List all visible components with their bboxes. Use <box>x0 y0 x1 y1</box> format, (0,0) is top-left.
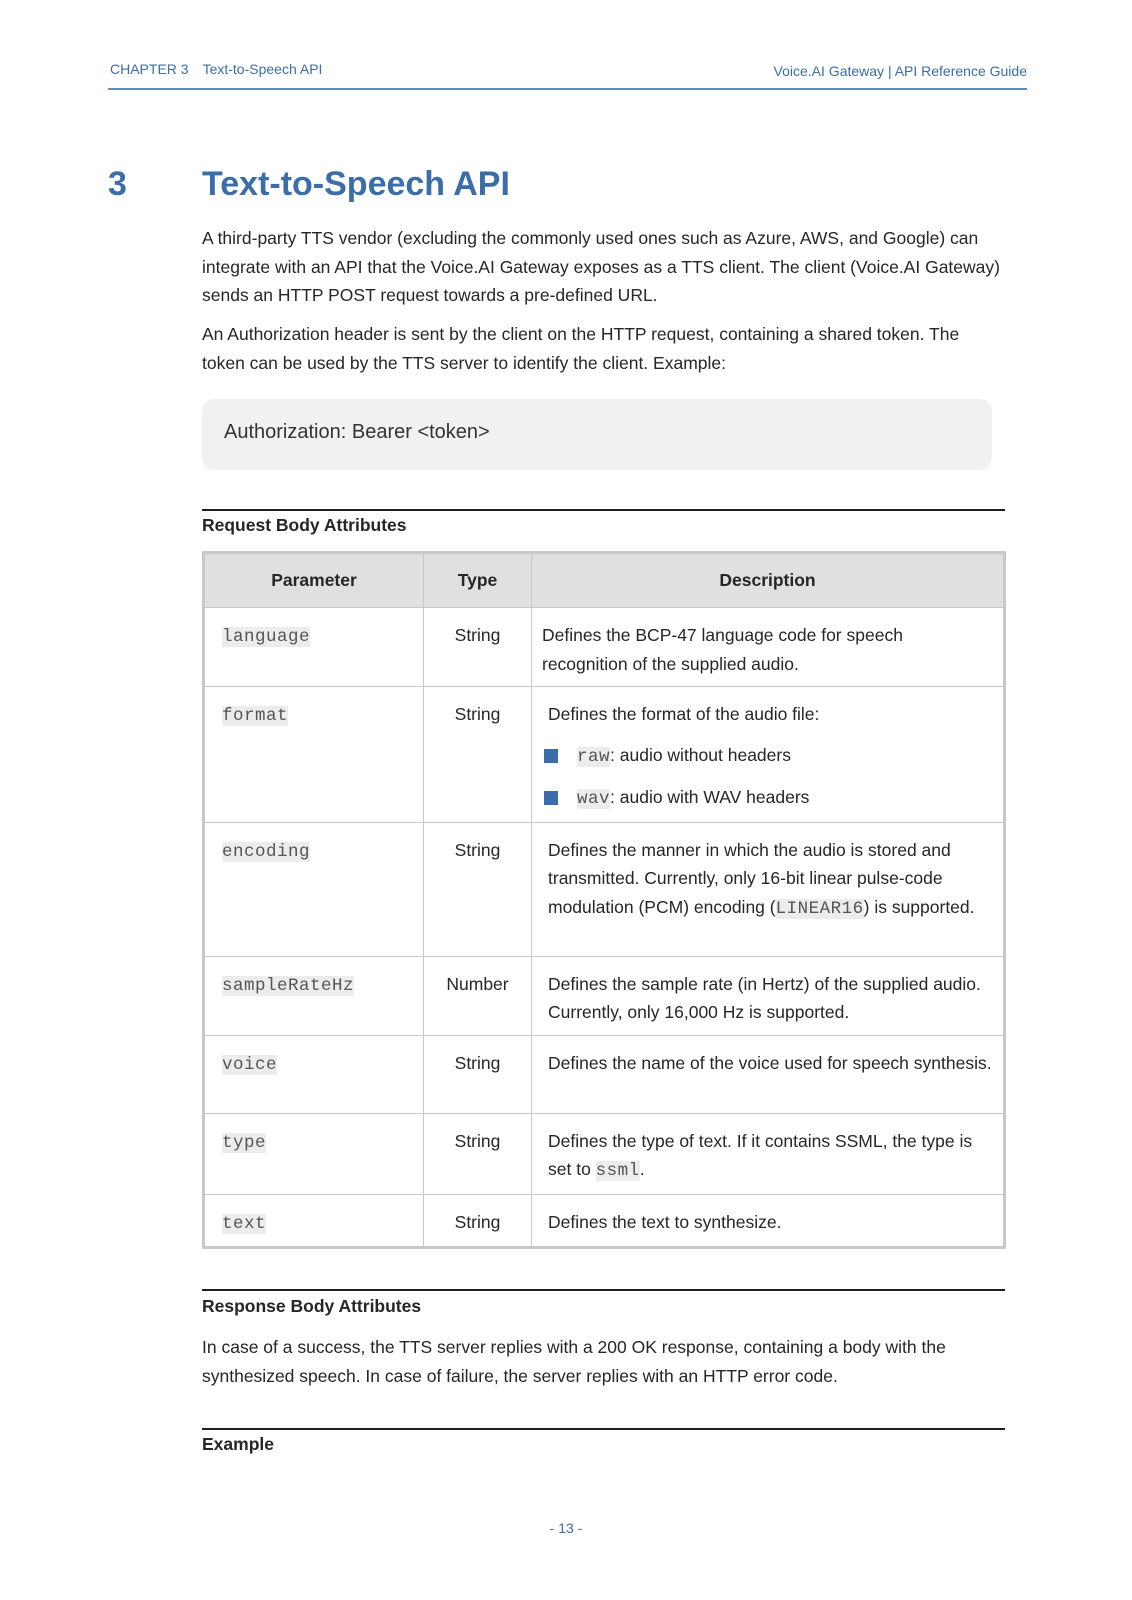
bullet-code: raw <box>577 746 611 767</box>
param-type: String <box>424 687 532 823</box>
param-name: voice <box>222 1054 278 1075</box>
col-header-description: Description <box>532 553 1005 608</box>
param-type: String <box>424 1194 532 1248</box>
intro-text-1: A third-party TTS vendor (excluding the commonly used ones such as Azure, AWS, and Google) can integrate with an API that the Voice.AI Gateway exposes as a TTS client. The client (Voice.AI Gateway) sends an HTTP POST request towards a pre-defined URL. <box>202 228 1000 305</box>
example-section-rule <box>202 1428 1005 1430</box>
list-item <box>548 783 993 814</box>
chapter-number: 3 <box>108 165 127 203</box>
table-row <box>204 1194 1005 1248</box>
chapter-label: CHAPTER 3 <box>110 61 189 77</box>
table-row <box>204 1113 1005 1194</box>
param-name: type <box>222 1132 267 1153</box>
request-attributes-table <box>202 551 1006 1249</box>
bullet-square-icon <box>544 791 558 805</box>
col-header-type: Type <box>424 553 532 608</box>
param-description: Defines the sample rate (in Hertz) of the supplied audio. Currently, only 16,000 Hz is supported. <box>532 956 1005 1035</box>
bullet-text: : audio with WAV headers <box>610 787 810 807</box>
bullet-square-icon <box>544 749 558 763</box>
param-type: String <box>424 1113 532 1194</box>
list-item <box>548 741 993 772</box>
col-header-parameter: Parameter <box>204 553 424 608</box>
running-header-chapter <box>110 61 322 77</box>
param-description: Defines the text to synthesize. <box>532 1194 1005 1248</box>
response-section-title: Response Body Attributes <box>202 1296 422 1316</box>
intro-text-2: An Authorization header is sent by the client on the HTTP request, containing a shared token. The token can be used by the TTS server to identify the client. Example: <box>202 324 960 373</box>
param-type: String <box>424 1035 532 1113</box>
table-row <box>204 822 1005 956</box>
bullet-code: wav <box>577 789 611 809</box>
desc-code: LINEAR16 <box>775 898 864 919</box>
example-section-title: Example <box>202 1434 274 1454</box>
intro-paragraph-2 <box>202 320 1005 377</box>
intro-paragraph-1 <box>202 224 1005 310</box>
table-header-row <box>204 553 1005 608</box>
bullet-text: : audio without headers <box>610 744 791 765</box>
table-row <box>204 608 1005 687</box>
response-section-rule <box>202 1289 1005 1291</box>
code-example-box <box>202 399 992 470</box>
running-header-doc-title: Voice.AI Gateway | API Reference Guide <box>773 63 1027 79</box>
chapter-title: Text-to-Speech API <box>202 165 510 203</box>
chapter-header-title: Text-to-Speech API <box>202 61 323 77</box>
param-description <box>532 1113 1005 1194</box>
param-name: format <box>222 706 289 726</box>
param-name: sampleRateHz <box>222 975 355 996</box>
param-type: String <box>424 608 532 687</box>
param-description <box>532 822 1005 956</box>
request-section-rule <box>202 509 1005 511</box>
param-name: encoding <box>222 841 311 862</box>
desc-text-before: Defines the type of text. If it contains SSML, the type is set to <box>548 1130 973 1179</box>
desc-code: ssml <box>595 1161 640 1181</box>
table-row <box>204 1035 1005 1113</box>
param-description <box>532 687 1005 823</box>
param-description-text: Defines the format of the audio file: <box>548 704 820 724</box>
response-paragraph <box>202 1333 1005 1390</box>
desc-text-after: . <box>639 1159 645 1179</box>
desc-text-after: ) is supported. <box>863 896 975 917</box>
param-type: String <box>424 822 532 956</box>
param-description: Defines the BCP-47 language code for speech recognition of the supplied audio. <box>532 608 1005 687</box>
code-example-text: Authorization: Bearer <token> <box>224 421 490 443</box>
param-description: Defines the name of the voice used for speech synthesis. <box>532 1035 1005 1113</box>
table-row <box>204 956 1005 1035</box>
request-section-title: Request Body Attributes <box>202 515 407 535</box>
page-number: - 13 - <box>549 1520 583 1536</box>
table-row <box>204 687 1005 823</box>
param-name: language <box>222 627 311 647</box>
response-text: In case of a success, the TTS server replies with a 200 OK response, containing a body with the synthesized speech. In case of failure, the server replies with an HTTP error code. <box>202 1337 946 1386</box>
param-type: Number <box>424 956 532 1035</box>
header-rule <box>108 88 1027 90</box>
param-name: text <box>222 1213 267 1234</box>
desc-text-before: Defines the manner in which the audio is stored and transmitted. Currently, only 16-bit linear pulse-code modulation (PCM) encoding ( <box>548 839 951 917</box>
